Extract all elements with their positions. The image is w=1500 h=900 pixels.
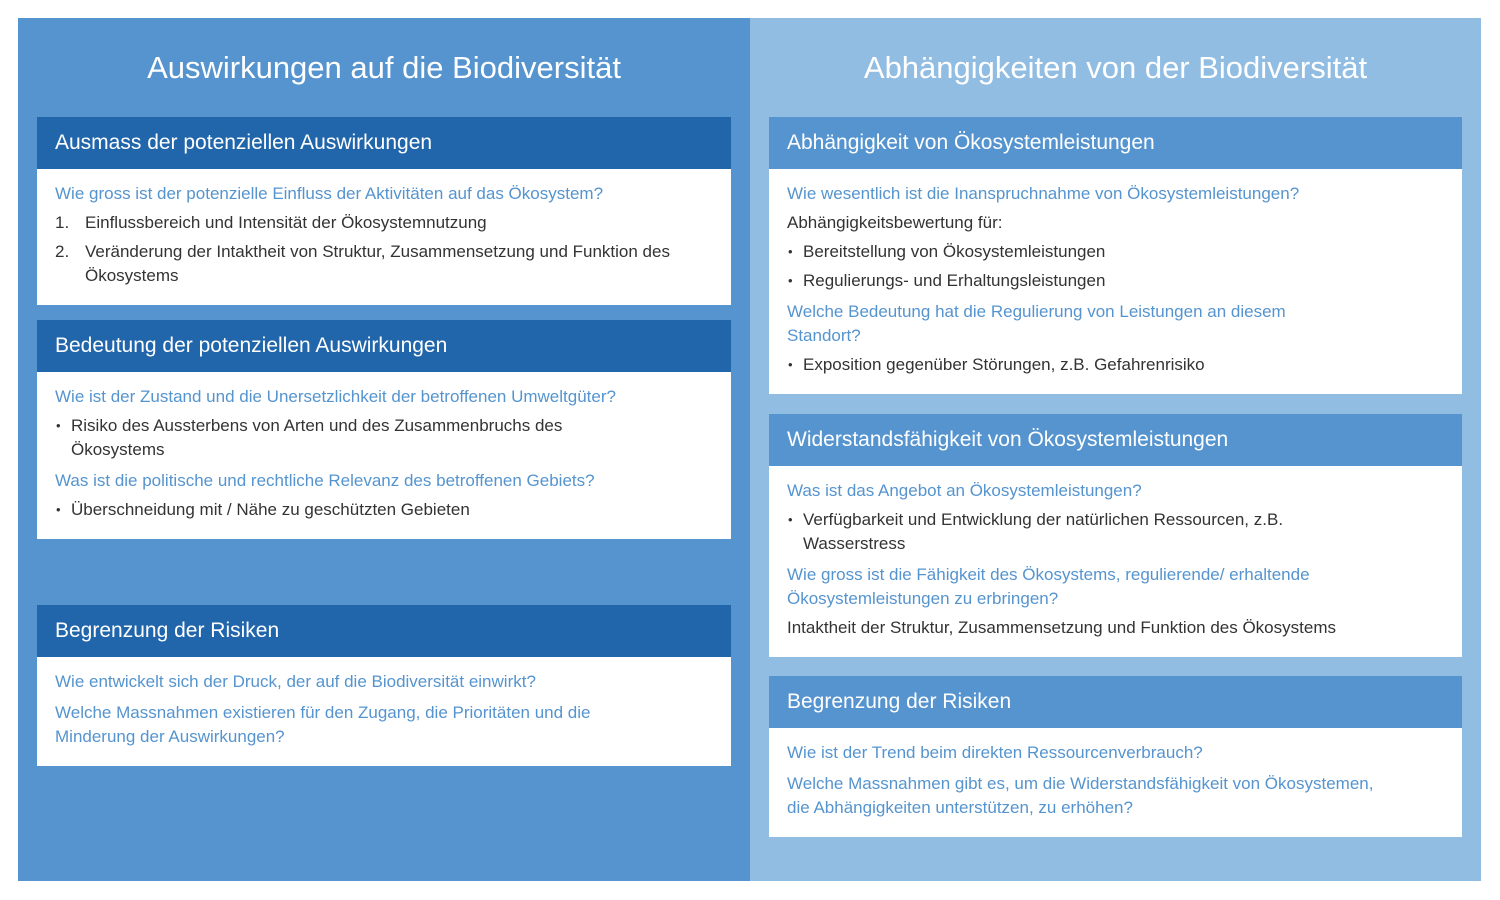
- card-header: Bedeutung der potenziellen Auswirkungen: [37, 320, 731, 372]
- numbered-list: [55, 211, 713, 288]
- question: Wie wesentlich ist die Inanspruchnahme von Ökosystemleistungen?: [787, 184, 1300, 203]
- card-impact-significance: [37, 320, 731, 539]
- body-text: Intaktheit der Struktur, Zusammensetzung und Funktion des Ökosystems: [787, 618, 1336, 637]
- item-text: Veränderung der Intaktheit von Struktur, Zusammensetzung und Funktion des Ökosystems: [85, 242, 670, 285]
- card-header: Ausmass der potenziellen Auswirkungen: [37, 117, 731, 169]
- list-item: [55, 240, 695, 288]
- card-header: Begrenzung der Risiken: [37, 605, 731, 657]
- question: Was ist die politische und rechtliche Relevanz des betroffenen Gebiets?: [55, 471, 595, 490]
- card-body: [769, 169, 1462, 394]
- question: Welche Bedeutung hat die Regulierung von Leistungen an diesem Standort?: [787, 302, 1286, 345]
- question: Wie ist der Zustand und die Unersetzlichkeit der betroffenen Umweltgüter?: [55, 387, 616, 406]
- question: Welche Massnahmen gibt es, um die Widerstandsfähigkeit von Ökosystemen, die Abhängigkeiten unterstützen, zu erhöhen?: [787, 774, 1374, 817]
- card-body: [37, 169, 731, 305]
- list-item: • Überschneidung mit / Nähe zu geschützten Gebieten: [55, 498, 713, 522]
- card-header: Abhängigkeit von Ökosystemleistungen: [769, 117, 1462, 169]
- dependencies-column: [750, 18, 1481, 881]
- bullet-list: [55, 498, 713, 522]
- card-risk-mitigation: [37, 605, 731, 766]
- card-header: Widerstandsfähigkeit von Ökosystemleistungen: [769, 414, 1462, 466]
- dependencies-column-title: Abhängigkeiten von der Biodiversität: [863, 50, 1368, 85]
- list-item: [55, 211, 713, 235]
- card-body: [37, 657, 731, 766]
- card-impact-extent: [37, 117, 731, 305]
- list-item: • Regulierungs- und Erhaltungsleistungen: [787, 269, 1444, 293]
- bullet-list: [787, 353, 1444, 377]
- card-ecosystem-service-dependency: [769, 117, 1462, 394]
- card-body: [769, 466, 1462, 657]
- item-number: 2.: [55, 242, 70, 261]
- card-body: [769, 728, 1462, 837]
- card-risk-mitigation: [769, 676, 1462, 837]
- impacts-column: [18, 18, 750, 881]
- bullet-list: [787, 508, 1367, 556]
- question: Wie ist der Trend beim direkten Ressourcenverbrauch?: [787, 743, 1203, 762]
- list-item: • Exposition gegenüber Störungen, z.B. Gefahrenrisiko: [787, 353, 1444, 377]
- impacts-column-title: Auswirkungen auf die Biodiversität: [147, 50, 621, 85]
- question: Wie gross ist der potenzielle Einfluss der Aktivitäten auf das Ökosystem?: [55, 184, 604, 203]
- card-header: Begrenzung der Risiken: [769, 676, 1462, 728]
- list-item: • Bereitstellung von Ökosystemleistungen: [787, 240, 1444, 264]
- bullet-list: [787, 240, 1444, 293]
- card-body: [37, 372, 731, 539]
- intro-text: Abhängigkeitsbewertung für:: [787, 213, 1003, 232]
- list-item: • Verfügbarkeit und Entwicklung der natürlichen Ressourcen, z.B. Wasserstress: [787, 508, 1367, 556]
- question: Wie gross ist die Fähigkeit des Ökosystems, regulierende/ erhaltende Ökosystemleistungen zu erbringen?: [787, 565, 1310, 608]
- card-ecosystem-service-resilience: [769, 414, 1462, 657]
- item-text: Einflussbereich und Intensität der Ökosystemnutzung: [85, 213, 487, 232]
- bullet-list: [55, 414, 635, 462]
- question: Welche Massnahmen existieren für den Zugang, die Prioritäten und die Minderung der Auswirkungen?: [55, 703, 591, 746]
- question: Was ist das Angebot an Ökosystemleistungen?: [787, 481, 1142, 500]
- item-number: 1.: [55, 213, 70, 232]
- question: Wie entwickelt sich der Druck, der auf die Biodiversität einwirkt?: [55, 672, 536, 691]
- list-item: • Risiko des Aussterbens von Arten und des Zusammenbruchs des Ökosystems: [55, 414, 635, 462]
